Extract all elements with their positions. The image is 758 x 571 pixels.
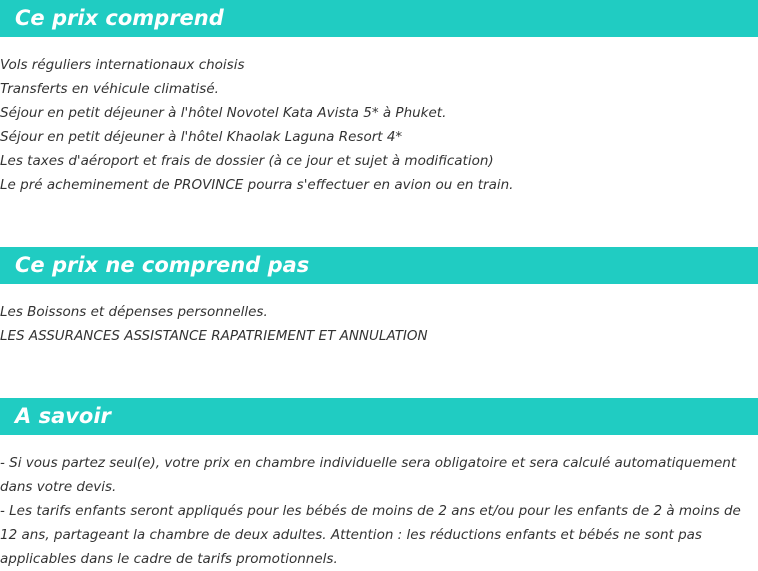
section-good-to-know xyxy=(0,398,758,571)
included-items-list xyxy=(0,53,758,197)
section-title-good-to-know: A savoir xyxy=(0,398,758,435)
list-item: Séjour en petit déjeuner à l'hôtel Novotel Kata Avista 5* à Phuket. xyxy=(0,105,447,121)
list-item: Le pré acheminement de PROVINCE pourra s'effectuer en avion ou en train. xyxy=(0,177,514,193)
section-price-includes xyxy=(0,0,758,197)
section-title-price-excludes: Ce prix ne comprend pas xyxy=(0,247,758,284)
excluded-items-list xyxy=(0,300,758,348)
list-item: Séjour en petit déjeuner à l'hôtel Khaolak Laguna Resort 4* xyxy=(0,129,403,145)
list-item: Les taxes d'aéroport et frais de dossier (à ce jour et sujet à modification) xyxy=(0,153,494,169)
list-item: Transferts en véhicule climatisé. xyxy=(0,81,219,97)
good-to-know-content xyxy=(0,451,758,571)
info-paragraph: - Les tarifs enfants seront appliqués pour les bébés de moins de 2 ans et/ou pour les enfants de 2 à moins de 12 ans, partageant la chambre de deux adultes. Attention : les réductions enfants et bébés ne sont pas applicables dans le cadre de tarifs promotionnels. xyxy=(0,503,741,567)
info-paragraph: - Si vous partez seul(e), votre prix en chambre individuelle sera obligatoire et sera calculé automatiquement dans votre devis. xyxy=(0,455,737,495)
list-item: Les Boissons et dépenses personnelles. xyxy=(0,304,268,320)
section-title-price-includes: Ce prix comprend xyxy=(0,0,758,37)
section-price-excludes xyxy=(0,247,758,348)
list-item: LES ASSURANCES ASSISTANCE RAPATRIEMENT ET ANNULATION xyxy=(0,328,428,344)
list-item: Vols réguliers internationaux choisis xyxy=(0,57,245,73)
